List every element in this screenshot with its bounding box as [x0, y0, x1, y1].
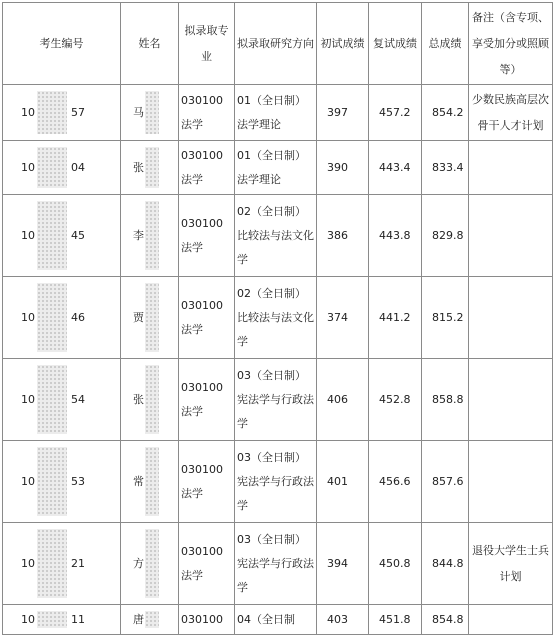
header-exam-no: 考生编号 [3, 3, 121, 85]
exam-no-tail: 46 [71, 310, 85, 324]
exam-no-head: 10 [21, 160, 35, 174]
header-name: 姓名 [121, 3, 179, 85]
total-score: 857.6 [422, 441, 469, 523]
retest-score: 457.2 [369, 85, 422, 141]
major-cell [179, 85, 235, 141]
major-cell [179, 141, 235, 195]
retest-score: 456.6 [369, 441, 422, 523]
name-text: 张 [133, 160, 144, 174]
exam-no-cell [3, 523, 121, 605]
name-cell [121, 441, 179, 523]
retest-score: 443.4 [369, 141, 422, 195]
remarks-cell: 退役大学生士兵计划 [469, 523, 553, 605]
direction-cell: 04（全日制 [235, 605, 317, 635]
total-score: 844.8 [422, 523, 469, 605]
major-cell [179, 195, 235, 277]
exam-no-head: 10 [21, 105, 35, 119]
table-row [3, 85, 553, 141]
header-prelim: 初试成绩 [317, 3, 369, 85]
table-row [3, 523, 553, 605]
redaction-mark [145, 147, 159, 188]
redaction-mark [37, 147, 67, 188]
redaction-mark [37, 529, 67, 598]
header-retest: 复试成绩 [369, 3, 422, 85]
major-code: 030100 [181, 612, 223, 626]
major-code: 030100 [181, 298, 223, 312]
name-text: 李 [133, 228, 144, 242]
redaction-mark [145, 91, 159, 134]
exam-no-head: 10 [21, 612, 35, 626]
remarks-cell [469, 195, 553, 277]
prelim-score: 394 [317, 523, 369, 605]
direction-cell: 01（全日制）法学理论 [235, 85, 317, 141]
major-code: 030100 [181, 462, 223, 476]
major-name: 法学 [181, 240, 203, 254]
exam-no-cell [3, 277, 121, 359]
major-cell [179, 523, 235, 605]
major-cell [179, 605, 235, 635]
major-cell [179, 359, 235, 441]
major-code: 030100 [181, 93, 223, 107]
redaction-mark [145, 529, 159, 598]
exam-no-tail: 21 [71, 556, 85, 570]
name-cell [121, 523, 179, 605]
exam-no-cell [3, 195, 121, 277]
major-code: 030100 [181, 380, 223, 394]
redaction-mark [37, 91, 67, 134]
direction-cell: 02（全日制）比较法与法文化学 [235, 195, 317, 277]
total-score: 854.8 [422, 605, 469, 635]
exam-no-head: 10 [21, 474, 35, 488]
name-cell [121, 141, 179, 195]
redaction-mark [145, 611, 159, 628]
header-total: 总成绩 [422, 3, 469, 85]
total-score: 858.8 [422, 359, 469, 441]
header-direction: 拟录取研究方向 [235, 3, 317, 85]
prelim-score: 406 [317, 359, 369, 441]
exam-no-head: 10 [21, 556, 35, 570]
prelim-score: 403 [317, 605, 369, 635]
exam-no-tail: 54 [71, 392, 85, 406]
retest-score: 451.8 [369, 605, 422, 635]
direction-cell: 03（全日制）宪法学与行政法学 [235, 359, 317, 441]
name-text: 常 [133, 474, 144, 488]
name-cell [121, 359, 179, 441]
direction-cell: 03（全日制）宪法学与行政法学 [235, 441, 317, 523]
admission-table [2, 2, 553, 635]
major-name: 法学 [181, 568, 203, 582]
prelim-score: 374 [317, 277, 369, 359]
total-score: 854.2 [422, 85, 469, 141]
prelim-score: 390 [317, 141, 369, 195]
retest-score: 452.8 [369, 359, 422, 441]
exam-no-head: 10 [21, 310, 35, 324]
remarks-cell [469, 441, 553, 523]
exam-no-head: 10 [21, 228, 35, 242]
total-score: 815.2 [422, 277, 469, 359]
major-cell [179, 277, 235, 359]
header-remarks: 备注（含专项、享受加分或照顾等） [469, 3, 553, 85]
direction-cell: 03（全日制）宪法学与行政法学 [235, 523, 317, 605]
remarks-cell [469, 141, 553, 195]
name-text: 方 [133, 556, 144, 570]
exam-no-tail: 53 [71, 474, 85, 488]
major-code: 030100 [181, 148, 223, 162]
table-row [3, 441, 553, 523]
prelim-score: 386 [317, 195, 369, 277]
major-code: 030100 [181, 216, 223, 230]
exam-no-cell [3, 85, 121, 141]
redaction-mark [37, 201, 67, 270]
redaction-mark [145, 283, 159, 352]
remarks-cell [469, 359, 553, 441]
exam-no-cell [3, 359, 121, 441]
exam-no-tail: 45 [71, 228, 85, 242]
name-cell [121, 277, 179, 359]
table-row [3, 359, 553, 441]
total-score: 833.4 [422, 141, 469, 195]
name-text: 张 [133, 392, 144, 406]
prelim-score: 401 [317, 441, 369, 523]
name-cell [121, 85, 179, 141]
major-cell [179, 441, 235, 523]
prelim-score: 397 [317, 85, 369, 141]
direction-cell: 01（全日制）法学理论 [235, 141, 317, 195]
retest-score: 450.8 [369, 523, 422, 605]
exam-no-tail: 11 [71, 612, 85, 626]
redaction-mark [37, 365, 67, 434]
remarks-cell: 少数民族高层次骨干人才计划 [469, 85, 553, 141]
major-name: 法学 [181, 486, 203, 500]
major-name: 法学 [181, 117, 203, 131]
remarks-cell [469, 605, 553, 635]
redaction-mark [37, 447, 67, 516]
exam-no-cell [3, 605, 121, 635]
header-row [3, 3, 553, 85]
major-name: 法学 [181, 404, 203, 418]
redaction-mark [37, 283, 67, 352]
redaction-mark [145, 447, 159, 516]
name-cell [121, 195, 179, 277]
exam-no-cell [3, 141, 121, 195]
name-text: 马 [133, 105, 144, 119]
exam-no-tail: 04 [71, 160, 85, 174]
name-text: 贾 [133, 310, 144, 324]
remarks-cell [469, 277, 553, 359]
name-cell [121, 605, 179, 635]
exam-no-head: 10 [21, 392, 35, 406]
redaction-mark [145, 365, 159, 434]
direction-cell: 02（全日制）比较法与法文化学 [235, 277, 317, 359]
retest-score: 443.8 [369, 195, 422, 277]
redaction-mark [37, 611, 67, 628]
table-row [3, 195, 553, 277]
exam-no-tail: 57 [71, 105, 85, 119]
table-row [3, 277, 553, 359]
redaction-mark [145, 201, 159, 270]
retest-score: 441.2 [369, 277, 422, 359]
name-text: 唐 [133, 612, 144, 626]
major-code: 030100 [181, 544, 223, 558]
table-row [3, 605, 553, 635]
exam-no-cell [3, 441, 121, 523]
table-row [3, 141, 553, 195]
header-major: 拟录取专业 [179, 3, 235, 85]
total-score: 829.8 [422, 195, 469, 277]
major-name: 法学 [181, 322, 203, 336]
major-name: 法学 [181, 172, 203, 186]
